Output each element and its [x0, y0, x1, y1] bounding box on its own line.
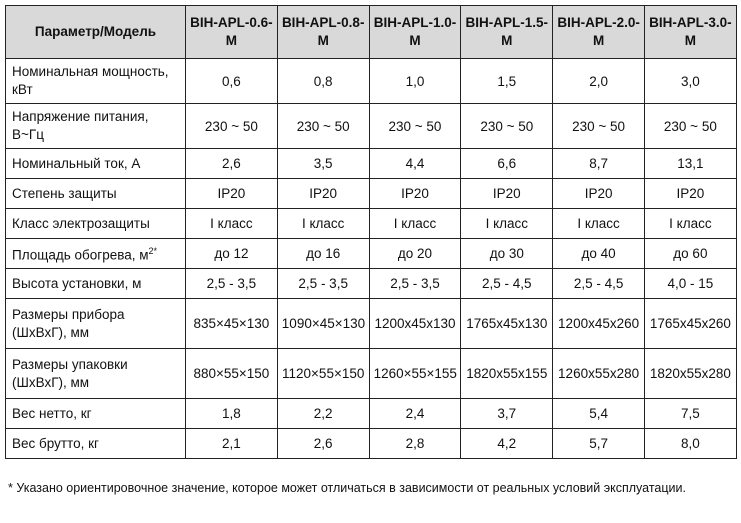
- cell: до 20: [369, 239, 461, 269]
- cell: 4,2: [461, 429, 553, 459]
- table-row: [6, 104, 737, 149]
- cell: 7,5: [644, 399, 736, 429]
- cell: 0,8: [277, 59, 369, 104]
- table-row: [6, 209, 737, 239]
- cell: 3,0: [644, 59, 736, 104]
- cell: 1120×55×150: [277, 349, 369, 399]
- row-label: Вес нетто, кг: [6, 399, 186, 429]
- cell: IP20: [644, 179, 736, 209]
- cell: 1,5: [461, 59, 553, 104]
- cell: 4,4: [369, 149, 461, 179]
- cell: 1820x55x155: [461, 349, 553, 399]
- cell: до 12: [186, 239, 278, 269]
- header-model: BIH-APL-1.0-M: [369, 6, 461, 59]
- cell: 6,6: [461, 149, 553, 179]
- cell: I класс: [461, 209, 553, 239]
- cell: 2,4: [369, 399, 461, 429]
- spec-table: [5, 5, 737, 459]
- cell: 2,6: [186, 149, 278, 179]
- cell: 1260×55×155: [369, 349, 461, 399]
- cell: 2,5 - 3,5: [369, 269, 461, 299]
- table-row: [6, 429, 737, 459]
- cell: 3,5: [277, 149, 369, 179]
- cell: 2,0: [553, 59, 645, 104]
- row-label: Класс электрозащиты: [6, 209, 186, 239]
- cell: I класс: [186, 209, 278, 239]
- cell: 2,6: [277, 429, 369, 459]
- row-label: Номинальная мощность, кВт: [6, 59, 186, 104]
- cell: 5,4: [553, 399, 645, 429]
- cell: до 16: [277, 239, 369, 269]
- row-label: Номинальный ток, А: [6, 149, 186, 179]
- table-row: [6, 59, 737, 104]
- header-row: [6, 6, 737, 59]
- row-label: Размеры прибора (ШхВхГ), мм: [6, 299, 186, 349]
- cell: 1,0: [369, 59, 461, 104]
- cell: 2,5 - 4,5: [553, 269, 645, 299]
- row-label: [6, 239, 186, 269]
- table-row: [6, 149, 737, 179]
- header-model: BIH-APL-2.0-M: [553, 6, 645, 59]
- cell: 8,7: [553, 149, 645, 179]
- cell: 8,0: [644, 429, 736, 459]
- header-model: BIH-APL-3.0-M: [644, 6, 736, 59]
- cell: I класс: [644, 209, 736, 239]
- table-row: [6, 349, 737, 399]
- table-row: [6, 239, 737, 269]
- cell: 1260x55x280: [553, 349, 645, 399]
- row-label: Размеры упаковки (ШхВхГ), мм: [6, 349, 186, 399]
- cell: IP20: [369, 179, 461, 209]
- cell: 230 ~ 50: [461, 104, 553, 149]
- cell: до 60: [644, 239, 736, 269]
- row-label: Напряжение питания, В~Гц: [6, 104, 186, 149]
- cell: IP20: [461, 179, 553, 209]
- table-row: [6, 299, 737, 349]
- cell: I класс: [553, 209, 645, 239]
- cell: 2,8: [369, 429, 461, 459]
- cell: 230 ~ 50: [644, 104, 736, 149]
- row-label-text: Площадь обогрева, м: [12, 247, 149, 263]
- cell: 1200x45x130: [369, 299, 461, 349]
- cell: 230 ~ 50: [277, 104, 369, 149]
- cell: 2,2: [277, 399, 369, 429]
- cell: 880×55×150: [186, 349, 278, 399]
- table-row: [6, 269, 737, 299]
- cell: 4,0 - 15: [644, 269, 736, 299]
- cell: I класс: [277, 209, 369, 239]
- header-model: BIH-APL-0.6-M: [186, 6, 278, 59]
- table-row: [6, 179, 737, 209]
- cell: IP20: [186, 179, 278, 209]
- header-param: Параметр/Модель: [6, 6, 186, 59]
- cell: I класс: [369, 209, 461, 239]
- cell: 230 ~ 50: [553, 104, 645, 149]
- cell: IP20: [553, 179, 645, 209]
- cell: 230 ~ 50: [186, 104, 278, 149]
- cell: 1,8: [186, 399, 278, 429]
- cell: 2,5 - 3,5: [277, 269, 369, 299]
- footnote: * Указано ориентировочное значение, которое может отличаться в зависимости от реальных условий эксплуатации.: [8, 481, 686, 495]
- cell: 3,7: [461, 399, 553, 429]
- cell: 1090×45×130: [277, 299, 369, 349]
- cell: 5,7: [553, 429, 645, 459]
- cell: 1765x45x260: [644, 299, 736, 349]
- cell: 2,5 - 4,5: [461, 269, 553, 299]
- row-label: Степень защиты: [6, 179, 186, 209]
- cell: 2,1: [186, 429, 278, 459]
- cell: 2,5 - 3,5: [186, 269, 278, 299]
- header-model: BIH-APL-1.5-M: [461, 6, 553, 59]
- table-row: [6, 399, 737, 429]
- cell: 835×45×130: [186, 299, 278, 349]
- header-model: BIH-APL-0.8-M: [277, 6, 369, 59]
- cell: 230 ~ 50: [369, 104, 461, 149]
- cell: 13,1: [644, 149, 736, 179]
- cell: до 40: [553, 239, 645, 269]
- cell: 1820x55x280: [644, 349, 736, 399]
- cell: 1200x45x260: [553, 299, 645, 349]
- cell: до 30: [461, 239, 553, 269]
- superscript: 2*: [148, 246, 158, 257]
- row-label: Вес брутто, кг: [6, 429, 186, 459]
- row-label: Высота установки, м: [6, 269, 186, 299]
- cell: IP20: [277, 179, 369, 209]
- cell: 0,6: [186, 59, 278, 104]
- cell: 1765x45x130: [461, 299, 553, 349]
